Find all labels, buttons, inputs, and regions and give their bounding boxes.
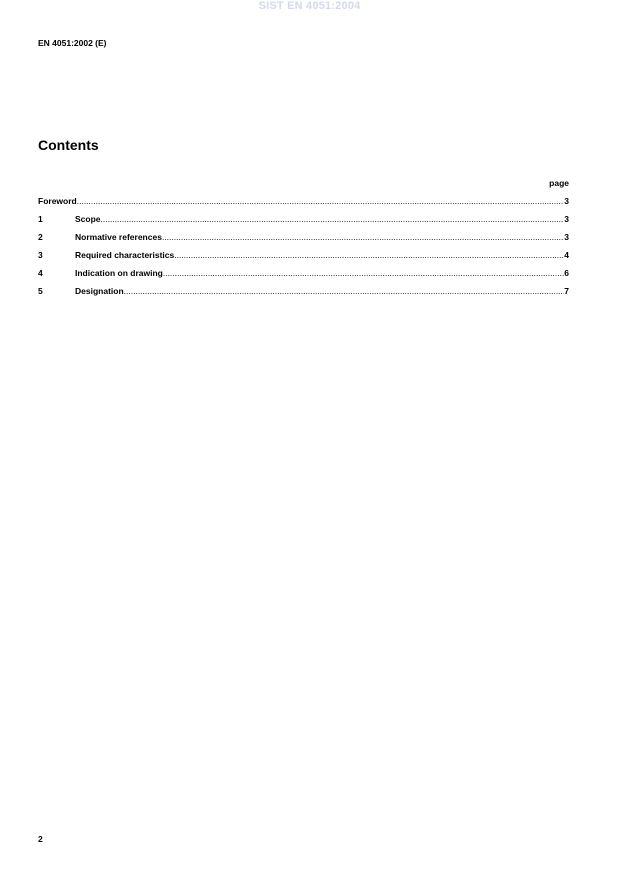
toc-entry-number: 2 xyxy=(38,232,43,242)
toc-leader-dots xyxy=(174,248,564,262)
toc-page-column-label: page xyxy=(549,178,569,188)
toc-entry-number: 4 xyxy=(38,268,43,278)
toc-entry-page: 6 xyxy=(564,268,569,278)
toc-leader-dots xyxy=(77,194,565,208)
table-of-contents xyxy=(38,176,569,302)
toc-entry-label: Normative references xyxy=(75,232,162,242)
toc-leader-dots xyxy=(162,230,564,244)
toc-entry-label: Designation xyxy=(75,286,124,296)
toc-entry-label: Required characteristics xyxy=(75,250,175,260)
toc-entry-page: 3 xyxy=(564,196,569,206)
toc-entry-designation[interactable] xyxy=(38,284,569,302)
watermark: SIST EN 4051:2004 xyxy=(258,0,361,12)
toc-leader-dots xyxy=(124,284,565,298)
toc-entry-label: Indication on drawing xyxy=(75,268,163,278)
toc-entry-page: 3 xyxy=(564,214,569,224)
toc-entry-number: 1 xyxy=(38,214,43,224)
toc-entry-indication-on-drawing[interactable] xyxy=(38,266,569,284)
document-id: EN 4051:2002 (E) xyxy=(38,38,107,48)
toc-entry-label: Scope xyxy=(75,214,101,224)
toc-entry-normative-references[interactable] xyxy=(38,230,569,248)
contents-heading: Contents xyxy=(38,137,99,153)
toc-leader-dots xyxy=(101,212,565,226)
toc-entry-number: 3 xyxy=(38,250,43,260)
toc-entry-scope[interactable] xyxy=(38,212,569,230)
toc-entry-number: 5 xyxy=(38,286,43,296)
toc-entry-page: 7 xyxy=(564,286,569,296)
toc-leader-dots xyxy=(163,266,564,280)
toc-entry-page: 3 xyxy=(564,232,569,242)
toc-entry-label: Foreword xyxy=(38,196,77,206)
page-number: 2 xyxy=(38,834,43,844)
toc-entry-foreword[interactable] xyxy=(38,194,569,212)
toc-entry-page: 4 xyxy=(564,250,569,260)
toc-entry-required-characteristics[interactable] xyxy=(38,248,569,266)
